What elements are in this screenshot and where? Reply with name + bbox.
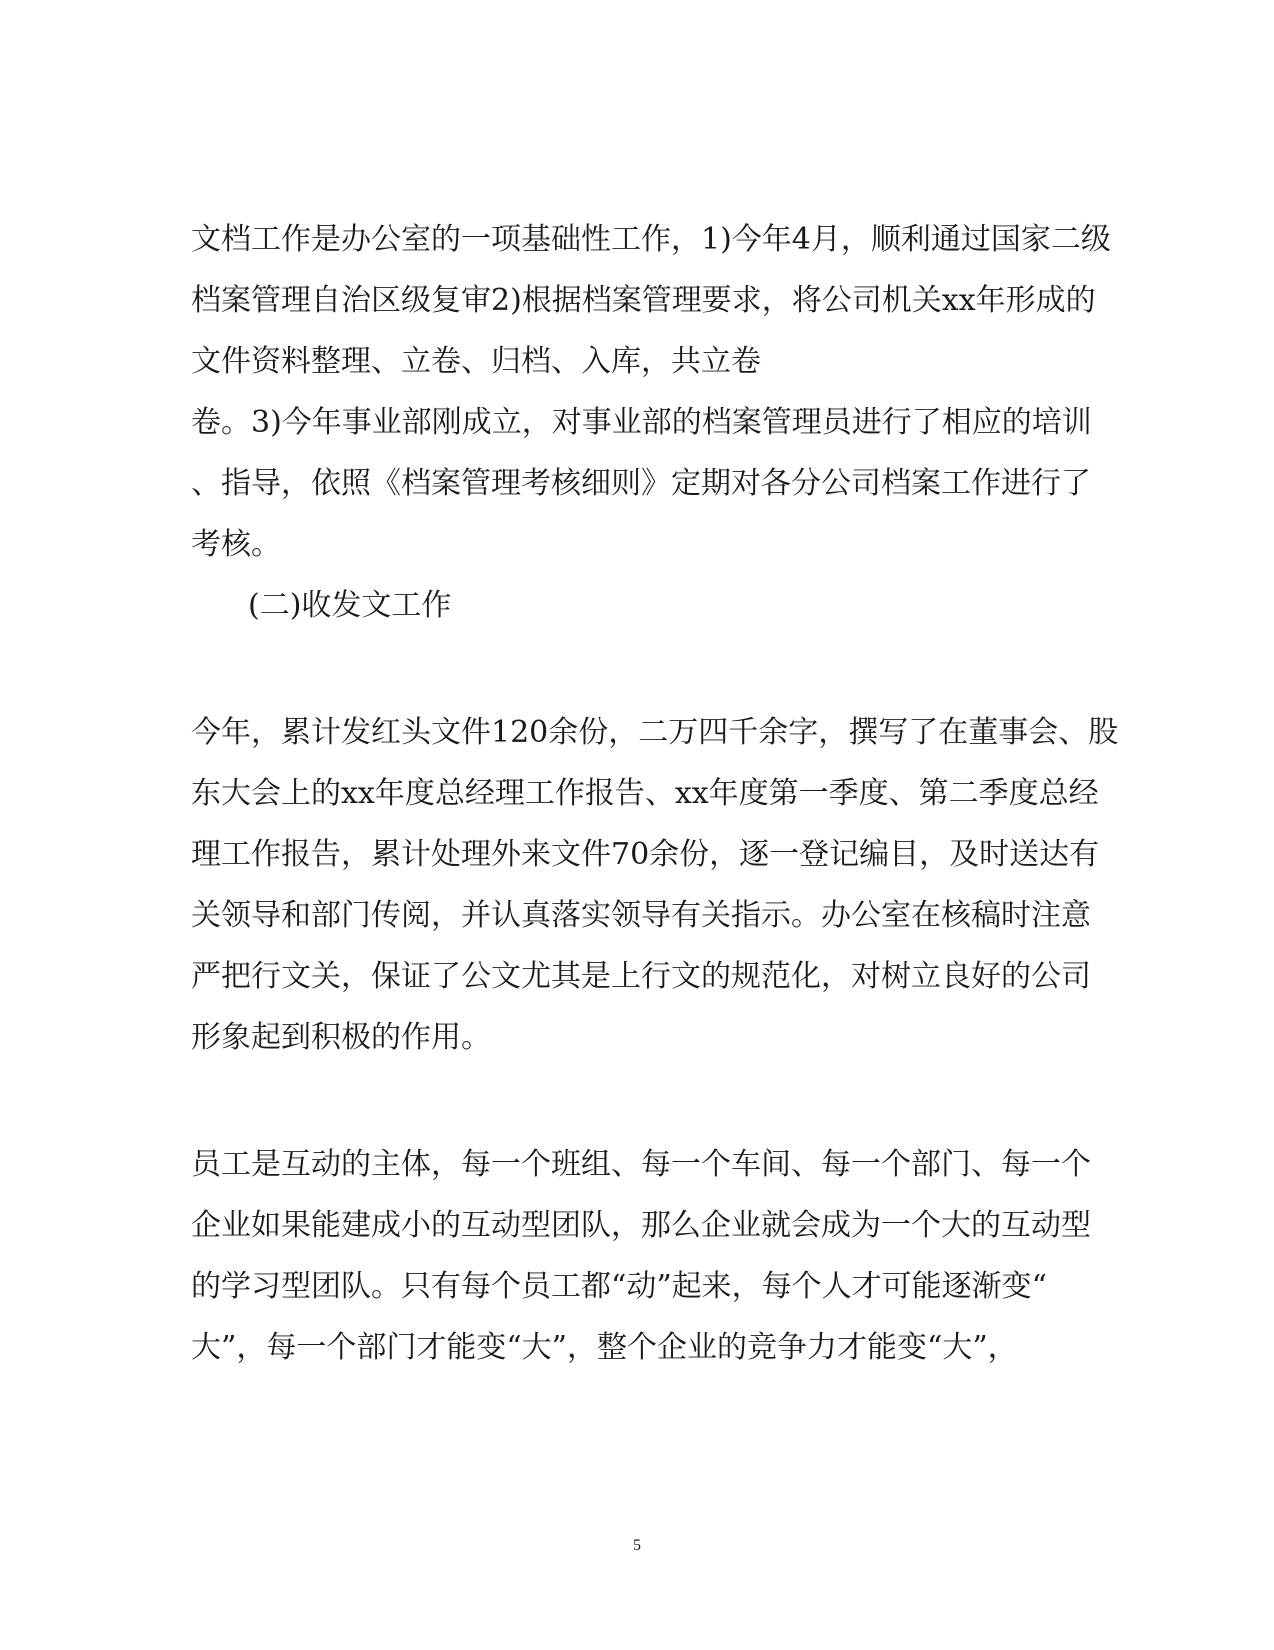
paragraph-archives-line-3: 文件资料整理、立卷、归档、入库，共立卷 [191,344,761,379]
paragraph-employees-line-3: 的学习型团队。只有每个员工都“动”起来，每个人才可能逐渐变“ [191,1269,1048,1304]
section-heading: (二)收发文工作 [248,588,452,623]
paragraph-archives-line-5: 、指导，依照《档案管理考核细则》定期对各分公司档案工作进行了 [191,466,1091,501]
paragraph-documents-line-2: 东大会上的xx年度总经理工作报告、xx年度第一季度、第二季度总经 [191,776,1099,811]
paragraph-archives-line-2: 档案管理自治区级复审2)根据档案管理要求，将公司机关xx年形成的 [191,283,1096,318]
paragraph-archives-line-6: 考核。 [191,527,281,562]
paragraph-documents-line-5: 严把行文关，保证了公文尤其是上行文的规范化，对树立良好的公司 [191,959,1091,994]
paragraph-archives-line-4: 卷。3)今年事业部刚成立，对事业部的档案管理员进行了相应的培训 [191,405,1092,440]
paragraph-documents-line-1: 今年，累计发红头文件120余份，二万四千余字，撰写了在董事会、股 [191,715,1119,750]
paragraph-archives-line-1: 文档工作是办公室的一项基础性工作，1)今年4月，顺利通过国家二级 [191,222,1111,257]
paragraph-employees-line-1: 员工是互动的主体，每一个班组、每一个车间、每一个部门、每一个 [191,1147,1091,1182]
page-number: 5 [633,1537,641,1554]
paragraph-employees-line-4: 大”，每一个部门才能变“大”，整个企业的竞争力才能变“大”， [191,1330,1018,1365]
paragraph-documents-line-6: 形象起到积极的作用。 [191,1020,491,1055]
paragraph-employees-line-2: 企业如果能建成小的互动型团队，那么企业就会成为一个大的互动型 [191,1208,1091,1243]
paragraph-documents-line-4: 关领导和部门传阅，并认真落实领导有关指示。办公室在核稿时注意 [191,898,1091,933]
paragraph-documents-line-3: 理工作报告，累计处理外来文件70余份，逐一登记编目，及时送达有 [191,837,1100,872]
